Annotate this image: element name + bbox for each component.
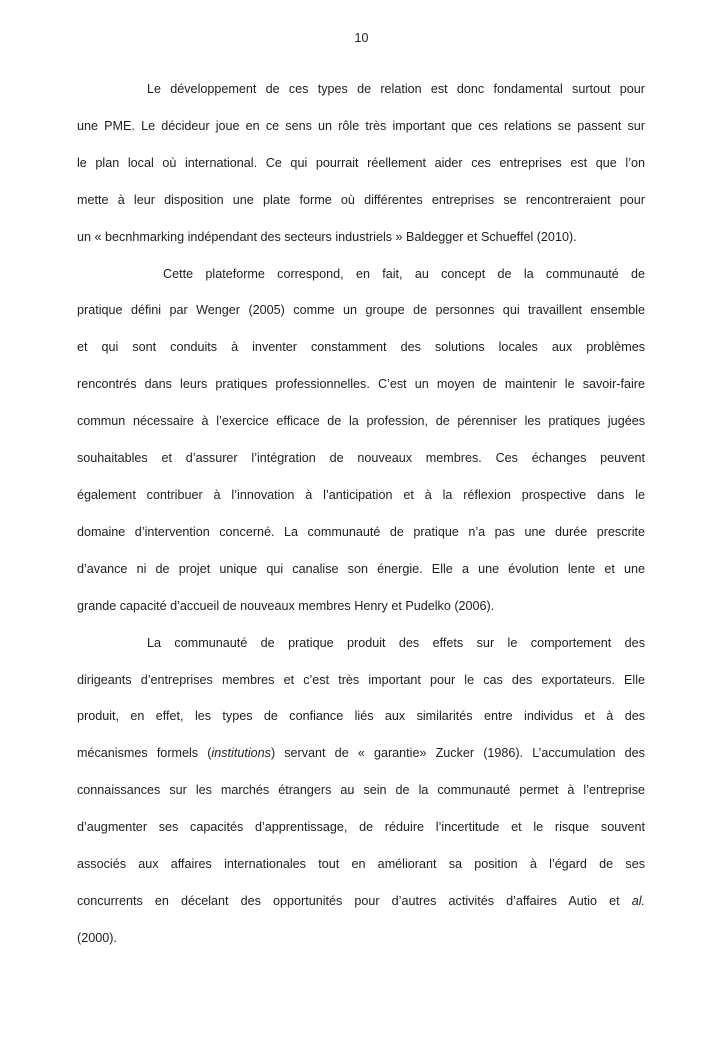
text-line: Le développement de ces types de relation est donc fondamental surtout pour	[147, 82, 645, 96]
text-line: dirigeants d’entreprises membres et c’est très important pour le cas des exportateurs. Elle	[77, 672, 645, 687]
text-line: produit, en effet, les types de confiance liés aux similarités entre individus et à des	[77, 709, 645, 724]
text-line-with-italic	[77, 883, 645, 920]
page-number: 10	[354, 31, 369, 45]
text-line: le plan local où international. Ce qui pourrait réellement aider ces entreprises est que l’on	[77, 155, 645, 170]
text-line: mette à leur disposition une plate forme où différentes entreprises se rencontreraient pour	[77, 192, 645, 207]
paragraph-3	[77, 625, 645, 957]
text-line: Cette plateforme correspond, en fait, au concept de la communauté de	[163, 266, 645, 281]
paragraph-2	[77, 256, 645, 625]
text-line: et qui sont conduits à inventer constamment des solutions locales aux problèmes	[77, 340, 645, 355]
text-line: commun nécessaire à l’exercice efficace de la profession, de pérenniser les pratiques jugées	[77, 414, 645, 429]
text-line: connaissances sur les marchés étrangers au sein de la communauté permet à l’entreprise	[77, 783, 645, 798]
text-segment: ) servant de « garantie» Zucker (1986). L’accumulation des	[270, 746, 645, 761]
text-line: une PME. Le décideur joue en ce sens un rôle très important que ces relations se passent sur	[77, 118, 645, 133]
paragraph-1	[77, 71, 645, 256]
text-line: d’avance ni de projet unique qui canalise son énergie. Elle a une évolution lente et une	[77, 561, 645, 576]
text-line: souhaitables et d’assurer l’intégration de nouveaux membres. Ces échanges peuvent	[77, 451, 645, 466]
text-line: un « becnhmarking indépendant des secteurs industriels » Baldegger et Schueffel (2010).	[77, 229, 577, 244]
document-body	[77, 71, 645, 957]
italic-term: al.	[631, 893, 645, 908]
text-line: d’augmenter ses capacités d’apprentissage, de réduire l’incertitude et le risque souvent	[77, 820, 645, 835]
text-line: La communauté de pratique produit des effets sur le comportement des	[147, 635, 645, 650]
text-line: domaine d’intervention concerné. La communauté de pratique n’a pas une durée prescrite	[77, 524, 645, 539]
italic-term: institutions	[211, 746, 271, 761]
text-line: rencontrés dans leurs pratiques professionnelles. C’est un moyen de maintenir le savoir-faire	[77, 377, 645, 392]
text-line: pratique défini par Wenger (2005) comme un groupe de personnes qui travaillent ensemble	[77, 303, 645, 318]
text-segment: mécanismes formels (	[77, 746, 212, 761]
text-line: associés aux affaires internationales tout en améliorant sa position à l’égard de ses	[77, 857, 645, 872]
text-line: également contribuer à l’innovation à l’anticipation et à la réflexion prospective dans le	[77, 487, 645, 502]
text-line: (2000).	[77, 930, 117, 945]
text-segment: concurrents en décelant des opportunités pour d’autres activités d’affaires Autio et	[77, 893, 632, 908]
text-line-with-italic	[77, 735, 645, 772]
text-line: grande capacité d’accueil de nouveaux membres Henry et Pudelko (2006).	[77, 598, 495, 613]
